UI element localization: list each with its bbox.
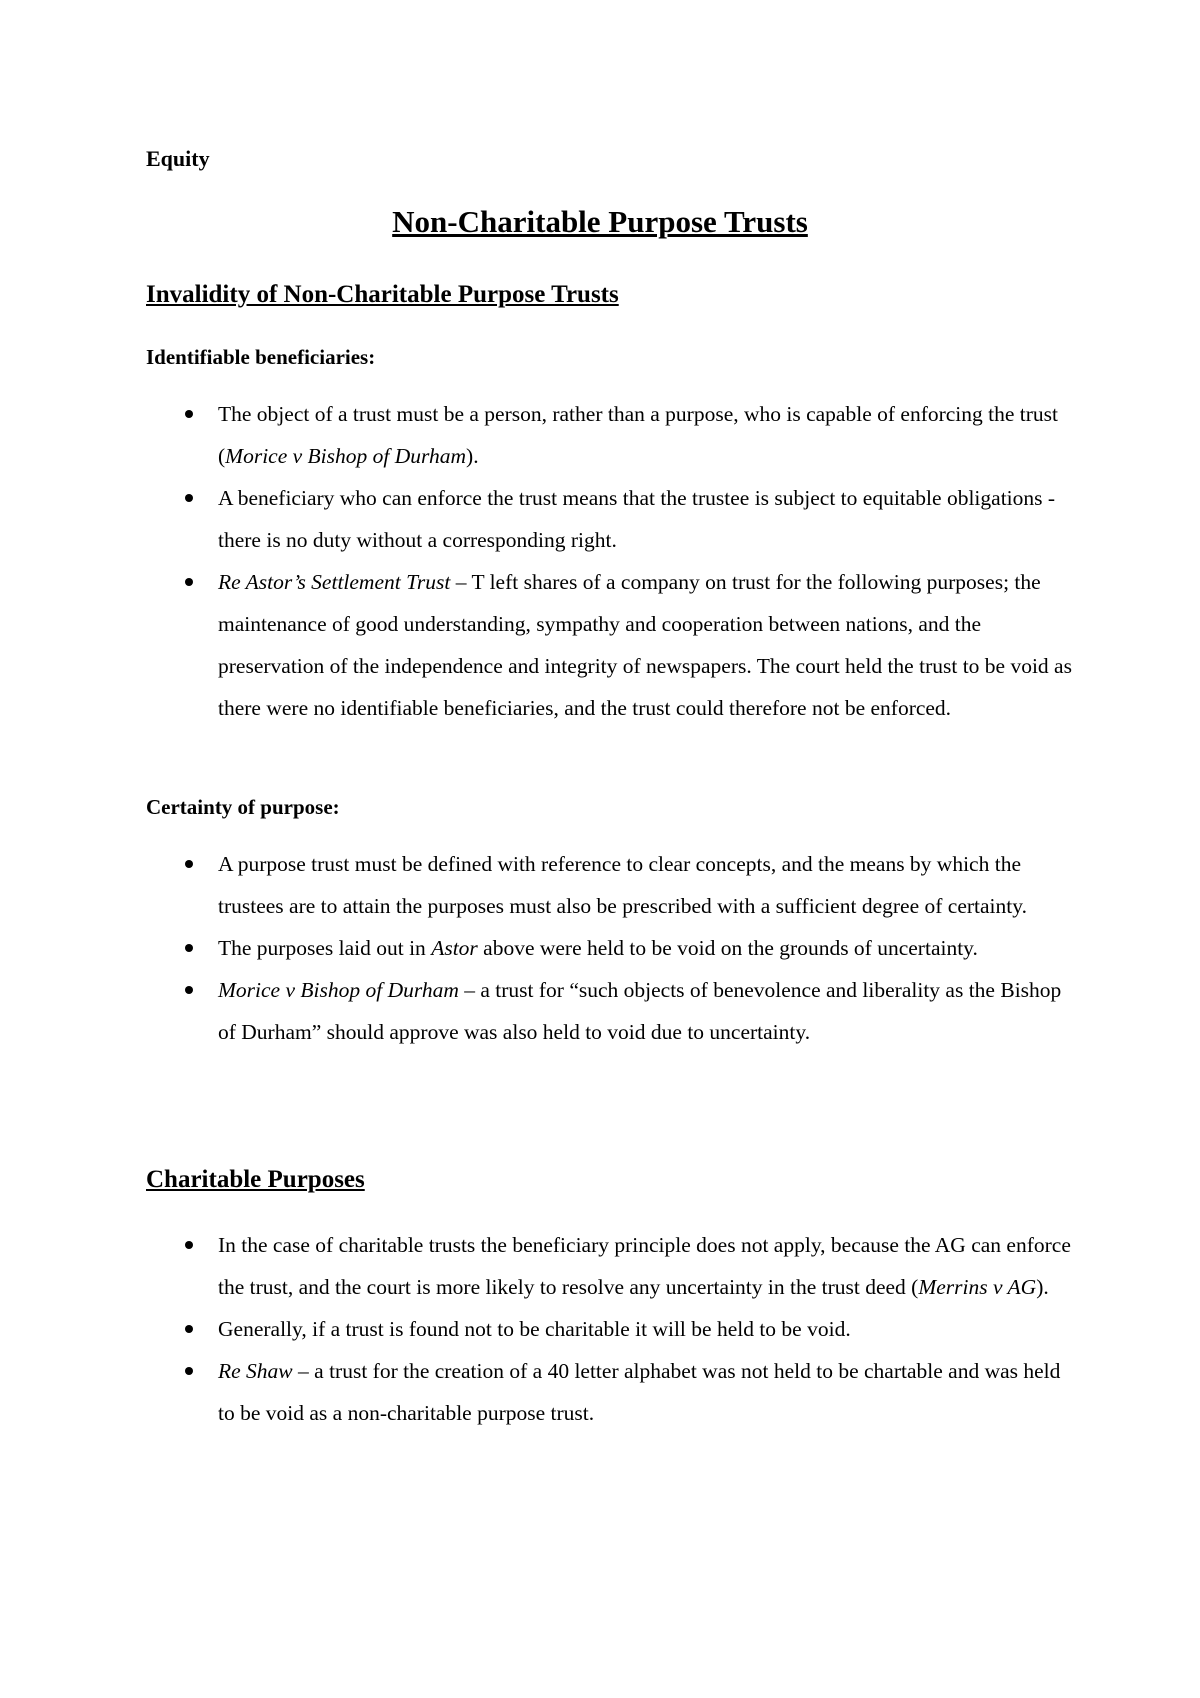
list-item — [146, 561, 1076, 729]
section-heading-invalidity: Invalidity of Non-Charitable Purpose Trusts — [146, 281, 619, 308]
bullet-icon — [185, 986, 193, 994]
item-text: A purpose trust must be defined with reference to clear concepts, and the means by which the trustees are to attain the purposes must also be prescribed with a sufficient degree of certainty. — [218, 852, 1027, 918]
item-text-end: – a trust for “such objects of benevolence and liberality as the Bishop of Durham” should approve was also held to void due to uncertainty. — [218, 978, 1062, 1044]
case-name: Astor — [431, 936, 478, 960]
list-item — [146, 969, 1076, 1053]
case-name: Merrins v AG — [918, 1275, 1037, 1299]
case-name: Morice v Bishop of Durham — [225, 444, 467, 468]
bullet-icon — [185, 494, 193, 502]
subsection-heading-certainty-of-purpose: Certainty of purpose: — [146, 795, 340, 819]
page-title: Non-Charitable Purpose Trusts — [392, 204, 808, 239]
bullet-list-certainty-of-purpose — [146, 843, 1076, 1053]
bullet-icon — [185, 578, 193, 586]
list-item — [146, 393, 1076, 477]
item-text-end: ). — [466, 444, 479, 468]
item-text: Generally, if a trust is found not to be charitable it will be held to be void. — [218, 1317, 851, 1341]
case-name: Re Astor’s Settlement Trust — [218, 570, 451, 594]
case-name: Re Shaw — [218, 1359, 293, 1383]
item-text-end: above were held to be void on the grounds of uncertainty. — [477, 936, 978, 960]
item-text: The object of a trust must be a person, rather than a purpose, who is capable of enforcing the trust ( — [218, 402, 1059, 468]
item-text-end: ). — [1036, 1275, 1049, 1299]
case-name: Morice v Bishop of Durham — [218, 978, 459, 1002]
list-item — [146, 1308, 1076, 1350]
bullet-icon — [185, 860, 193, 868]
bullet-icon — [185, 1241, 193, 1249]
item-text-end: – a trust for the creation of a 40 letter alphabet was not held to be chartable and was held to be void as a non-charitable purpose trust. — [218, 1359, 1061, 1425]
bullet-list-identifiable-beneficiaries — [146, 393, 1076, 729]
list-item — [146, 1224, 1076, 1308]
bullet-icon — [185, 944, 193, 952]
list-item — [146, 843, 1076, 927]
item-text: A beneficiary who can enforce the trust means that the trustee is subject to equitable obligations - there is no duty without a corresponding right. — [218, 486, 1056, 552]
list-item — [146, 1350, 1076, 1434]
list-item — [146, 927, 1076, 969]
document-label: Equity — [146, 146, 210, 171]
bullet-icon — [185, 410, 193, 418]
list-item — [146, 477, 1076, 561]
bullet-icon — [185, 1325, 193, 1333]
subsection-heading-identifiable-beneficiaries: Identifiable beneficiaries: — [146, 345, 376, 369]
item-text: The purposes laid out in — [218, 936, 432, 960]
bullet-icon — [185, 1367, 193, 1375]
item-text-end: – T left shares of a company on trust for the following purposes; the maintenance of good understanding, sympathy and cooperation between nations, and the preservation of the independence and integrity of newspapers. The court held the trust to be void as there were no identifiable beneficiaries, and the trust could therefore not be enforced. — [218, 570, 1072, 720]
section-heading-charitable-purposes: Charitable Purposes — [146, 1166, 365, 1193]
bullet-list-charitable-purposes — [146, 1224, 1076, 1434]
item-text: In the case of charitable trusts the beneficiary principle does not apply, because the AG can enforce the trust, and the court is more likely to resolve any uncertainty in the trust deed ( — [218, 1233, 1071, 1299]
